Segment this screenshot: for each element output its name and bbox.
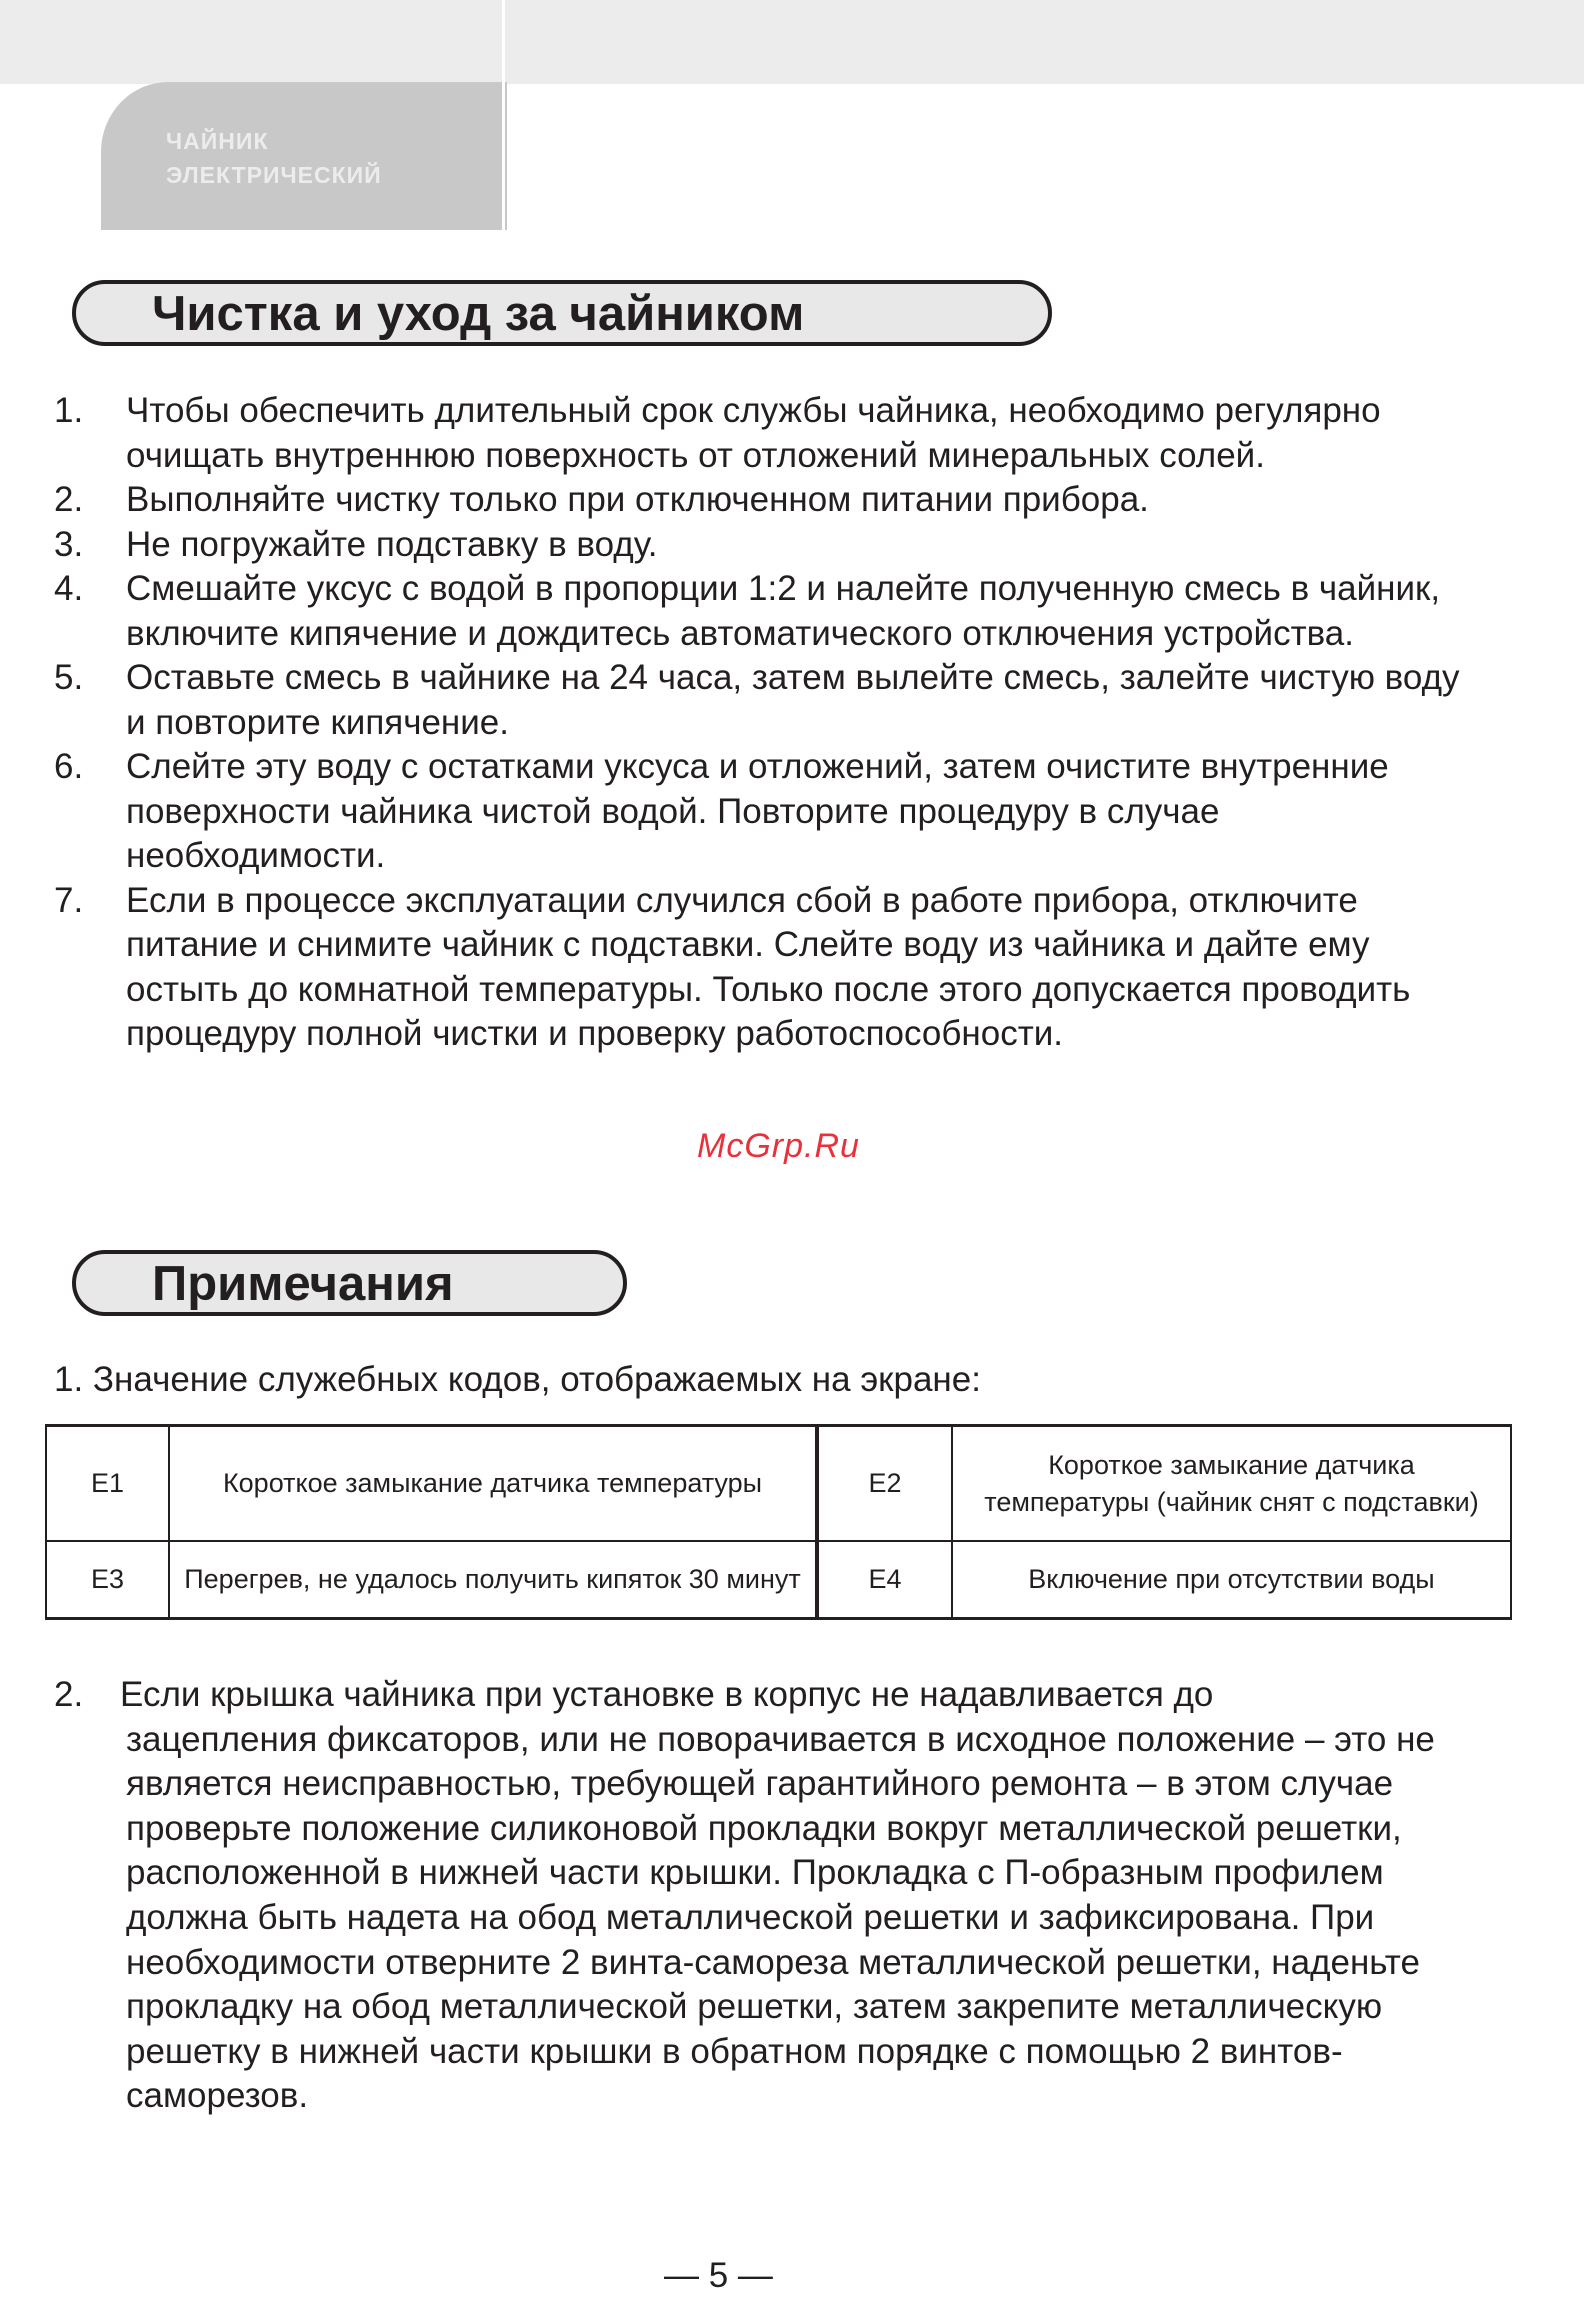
code-cell: E4 — [817, 1541, 952, 1619]
note-2-first-line — [54, 1673, 1494, 1718]
list-item-text: Чтобы обеспечить длительный срок службы чайника, необходимо регулярно очищать внутреннюю поверхность от отложений минеральных солей. — [126, 391, 1381, 475]
header-strip — [505, 0, 1584, 84]
note-2-first-text: Если крышка чайника при установке в корпус не надавливается до — [120, 1675, 1214, 1714]
page-number: — 5 — — [664, 2256, 773, 2295]
note-2-number: 2. — [54, 1675, 84, 1714]
list-item-text: Если в процессе эксплуатации случился сбой в работе прибора, отключите питание и снимите чайник с подставки. Слейте воду из чайника и дайте ему остыть до комнатной температуры. Только после этого допускается проводить процедуру полной чистки и проверку работоспособности. — [126, 880, 1411, 1053]
description-cell: Короткое замыкание датчика температуры (чайник снят с подставки) — [952, 1426, 1511, 1542]
header-tab-label — [166, 124, 382, 192]
notes-intro: 1. Значение служебных кодов, отображаемых на экране: — [54, 1360, 981, 1399]
table-row — [46, 1426, 1511, 1542]
list-item — [54, 478, 1474, 523]
error-codes-table — [45, 1424, 1512, 1620]
section-title-cleaning-text: Чистка и уход за чайником — [152, 287, 805, 341]
section-title-notes-text: Примечания — [152, 1257, 454, 1311]
list-item-text: Смешайте уксус с водой в пропорции 1:2 и налейте полученную смесь в чайник, включите кипячение и дождитесь автоматического отключения устройства. — [126, 569, 1441, 653]
list-item-number: 3. — [54, 524, 84, 564]
header-strip-line — [505, 84, 1584, 87]
list-item-number: 2. — [54, 480, 84, 519]
table-row — [46, 1541, 1511, 1619]
list-item — [54, 567, 1474, 656]
code-cell: E2 — [817, 1426, 952, 1542]
cleaning-list — [54, 389, 1474, 1057]
description-cell: Перегрев, не удалось получить кипяток 30 минут — [169, 1541, 817, 1619]
list-item-number: 4. — [54, 569, 84, 608]
list-item — [54, 523, 1474, 568]
list-item-text: Не погружайте подставку в воду. — [126, 524, 658, 564]
list-item-text: Выполняйте чистку только при отключенном питании прибора. — [126, 480, 1149, 519]
list-item — [54, 656, 1474, 745]
section-title-cleaning — [72, 280, 1052, 346]
description-cell: Включение при отсутствии воды — [952, 1541, 1511, 1619]
header-top-box — [0, 0, 505, 84]
watermark: McGrp.Ru — [697, 1127, 860, 1165]
list-item-number: 7. — [54, 880, 84, 920]
list-item — [54, 879, 1474, 1057]
code-cell: E1 — [46, 1426, 169, 1542]
list-item-number: 5. — [54, 658, 84, 697]
list-item-number: 6. — [54, 747, 84, 786]
list-item-number: 1. — [54, 391, 84, 430]
header-tab-line1: ЧАЙНИК — [166, 128, 269, 154]
note-2 — [54, 1673, 1494, 2119]
description-cell: Короткое замыкание датчика температуры — [169, 1426, 817, 1542]
list-item-text: Слейте эту воду с остатками уксуса и отложений, затем очистите внутренние поверхности чайника чистой водой. Повторите процедуру в случае необходимости. — [126, 747, 1389, 875]
header-tab-line2: ЭЛЕКТРИЧЕСКИЙ — [166, 162, 382, 188]
list-item — [54, 745, 1474, 879]
list-item — [54, 389, 1474, 478]
header-divider — [502, 0, 505, 230]
code-cell: E3 — [46, 1541, 169, 1619]
note-2-text: зацепления фиксаторов, или не поворачивается в исходное положение – это не является неисправностью, требующей гарантийного ремонта – в этом случае проверьте положение силиконовой прокладки вокруг металлической решетки, расположенной в нижней части крышки. Прокладка с П-образным профилем должна быть надета на обод металлической решетки и зафиксирована. При необходимости отверните 2 винта-самореза металлической решетки, наденьте прокладку на обод металлической решетки, затем закрепите металлическую решетку в нижней части крышки в обратном порядке с помощью 2 винтов-саморезов. — [126, 1719, 1435, 2116]
list-item-text: Оставьте смесь в чайнике на 24 часа, затем вылейте смесь, залейте чистую воду и повторите кипячение. — [126, 658, 1460, 742]
section-title-notes — [72, 1250, 627, 1316]
